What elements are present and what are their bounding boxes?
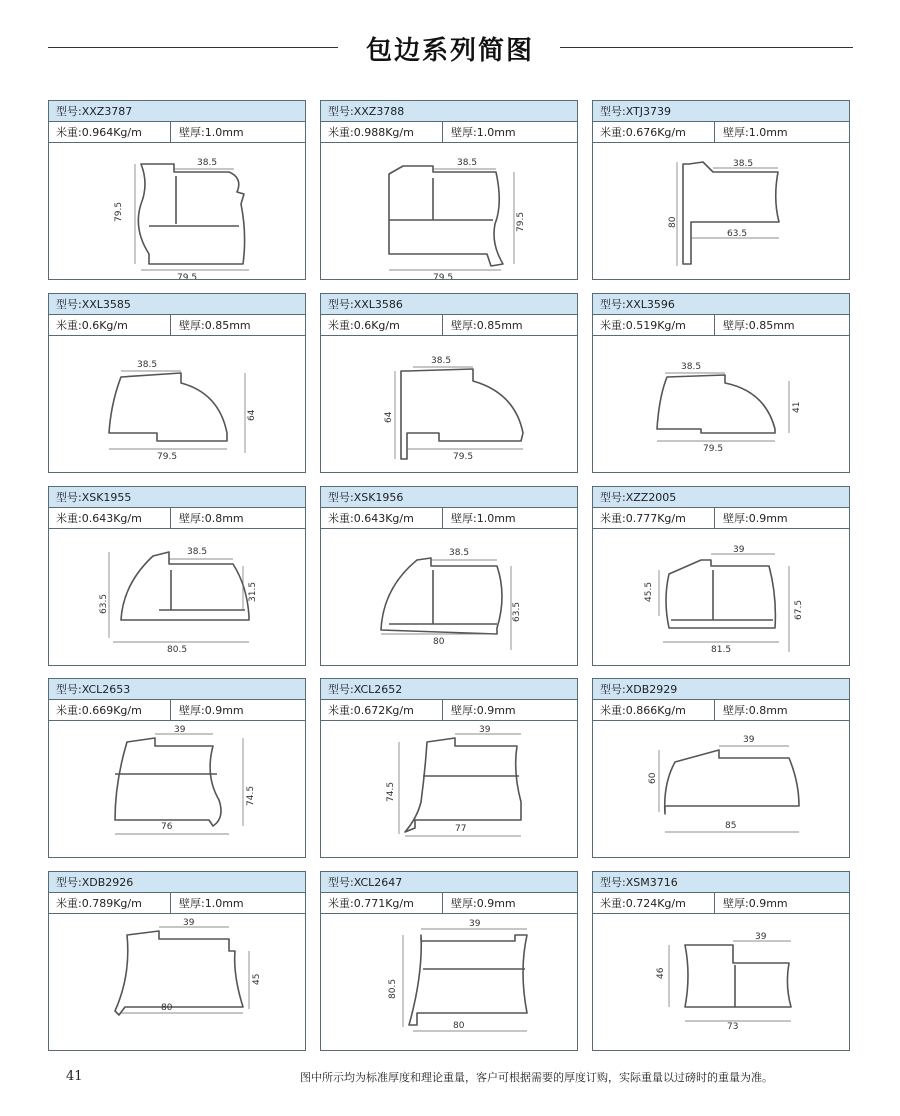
profile-drawing [49, 337, 305, 472]
dim-width-top: 38.5 [733, 159, 754, 169]
dim-width-top: 38.5 [431, 356, 452, 366]
profile-card-xsk1955 [48, 486, 306, 666]
dim-width-bottom: 80 [161, 1003, 173, 1013]
model-label: 型号:XDB2929 [593, 679, 849, 700]
model-label: 型号:XXZ3787 [49, 101, 305, 122]
weight-label: 米重:0.643Kg/m [321, 508, 443, 528]
dim-width-top: 39 [733, 545, 745, 555]
dim-height: 63.5 [512, 601, 522, 622]
profile-drawing [321, 915, 577, 1050]
thickness-label: 壁厚:1.0mm [723, 126, 788, 139]
dim-height: 79.5 [114, 201, 124, 222]
thickness-label: 壁厚:1.0mm [179, 897, 244, 910]
dim-height: 79.5 [516, 211, 526, 232]
thickness-label: 壁厚:1.0mm [179, 126, 244, 139]
dim-height-right: 67.5 [794, 599, 804, 620]
dim-height-right: 31.5 [248, 581, 258, 602]
thickness-label: 壁厚:0.85mm [723, 319, 795, 332]
model-label: 型号:XXL3585 [49, 294, 305, 315]
profile-drawing [593, 722, 849, 857]
dim-width-bottom: 79.5 [157, 452, 178, 462]
weight-label: 米重:0.643Kg/m [49, 508, 171, 528]
profile-drawing [49, 915, 305, 1050]
dim-width-top: 38.5 [197, 158, 218, 168]
profile-card-xcl2652 [320, 678, 578, 858]
profile-drawing [49, 722, 305, 857]
model-label: 型号:XDB2926 [49, 872, 305, 893]
dim-width-bottom: 79.5 [703, 444, 724, 454]
model-label: 型号:XXL3596 [593, 294, 849, 315]
model-label: 型号:XSK1956 [321, 487, 577, 508]
dim-width-bottom: 80.5 [167, 645, 188, 655]
profile-drawing [49, 144, 305, 279]
dim-width-bottom: 79.5 [177, 273, 198, 279]
weight-label: 米重:0.676Kg/m [593, 122, 715, 142]
dim-height: 74.5 [386, 781, 396, 802]
weight-label: 米重:0.777Kg/m [593, 508, 715, 528]
thickness-label: 壁厚:0.85mm [451, 319, 523, 332]
profile-card-xcl2653 [48, 678, 306, 858]
dim-width-bottom: 79.5 [433, 273, 454, 279]
page-number: 41 [66, 1069, 83, 1084]
profile-card-xxl3585 [48, 293, 306, 473]
weight-label: 米重:0.771Kg/m [321, 893, 443, 913]
dim-width-top: 39 [469, 919, 481, 929]
dim-height: 45 [252, 973, 262, 985]
weight-label: 米重:0.789Kg/m [49, 893, 171, 913]
dim-height: 63.5 [99, 593, 109, 614]
dim-width-bottom: 81.5 [711, 645, 732, 655]
dim-width-top: 38.5 [457, 158, 478, 168]
profile-card-xcl2647 [320, 871, 578, 1051]
page-title: 包边系列简图 [365, 36, 534, 66]
profile-drawing [321, 337, 577, 472]
profile-card-xxz3788 [320, 100, 578, 280]
profile-drawing [49, 530, 305, 665]
weight-label: 米重:0.964Kg/m [49, 122, 171, 142]
profile-card-xsm3716 [592, 871, 850, 1051]
model-label: 型号:XXL3586 [321, 294, 577, 315]
dim-width-bottom: 80 [453, 1021, 465, 1031]
dim-width-top: 38.5 [137, 360, 158, 370]
thickness-label: 壁厚:0.9mm [451, 897, 516, 910]
profile-drawing [593, 915, 849, 1050]
dim-width-bottom: 80 [433, 637, 445, 647]
dim-height: 80 [668, 216, 678, 228]
profile-card-xsk1956 [320, 486, 578, 666]
dim-height: 41 [792, 401, 802, 413]
weight-label: 米重:0.6Kg/m [321, 315, 443, 335]
thickness-label: 壁厚:0.8mm [723, 704, 788, 717]
profile-drawing [593, 530, 849, 665]
thickness-label: 壁厚:0.9mm [723, 512, 788, 525]
weight-label: 米重:0.866Kg/m [593, 700, 715, 720]
model-label: 型号:XSK1955 [49, 487, 305, 508]
dim-width-top: 39 [183, 918, 195, 928]
thickness-label: 壁厚:1.0mm [451, 126, 516, 139]
thickness-label: 壁厚:0.8mm [179, 512, 244, 525]
dim-width-bottom: 73 [727, 1022, 739, 1032]
thickness-label: 壁厚:0.9mm [723, 897, 788, 910]
profile-drawing [321, 144, 577, 279]
model-label: 型号:XSM3716 [593, 872, 849, 893]
dim-height: 80.5 [388, 978, 398, 999]
model-label: 型号:XZZ2005 [593, 487, 849, 508]
dim-width-top: 38.5 [449, 548, 470, 558]
dim-height-left: 45.5 [644, 581, 654, 602]
thickness-label: 壁厚:0.9mm [179, 704, 244, 717]
dim-width-top: 39 [755, 932, 767, 942]
profile-drawing [321, 722, 577, 857]
profile-drawing [593, 144, 849, 279]
dim-height: 64 [247, 409, 257, 421]
dim-width-top: 38.5 [681, 362, 702, 372]
model-label: 型号:XTJ3739 [593, 101, 849, 122]
profile-card-xdb2929 [592, 678, 850, 858]
profile-card-xxz3787 [48, 100, 306, 280]
weight-label: 米重:0.988Kg/m [321, 122, 443, 142]
profile-card-xzz2005 [592, 486, 850, 666]
model-label: 型号:XCL2652 [321, 679, 577, 700]
weight-label: 米重:0.519Kg/m [593, 315, 715, 335]
profile-drawing [593, 337, 849, 472]
dim-width-top: 39 [743, 735, 755, 745]
thickness-label: 壁厚:0.9mm [451, 704, 516, 717]
footnote: 图中所示均为标准厚度和理论重量，客户可根据需要的厚度订购，实际重量以过磅时的重量为准。 [300, 1071, 773, 1084]
profile-card-xxl3586 [320, 293, 578, 473]
dim-height: 46 [656, 967, 666, 979]
weight-label: 米重:0.6Kg/m [49, 315, 171, 335]
weight-label: 米重:0.669Kg/m [49, 700, 171, 720]
model-label: 型号:XCL2653 [49, 679, 305, 700]
dim-width-bottom: 63.5 [727, 229, 748, 239]
weight-label: 米重:0.724Kg/m [593, 893, 715, 913]
dim-width-top: 39 [174, 725, 186, 735]
profile-card-xxl3596 [592, 293, 850, 473]
dim-height: 64 [384, 411, 394, 423]
model-label: 型号:XXZ3788 [321, 101, 577, 122]
profile-card-xdb2926 [48, 871, 306, 1051]
header-rule-right [560, 47, 853, 48]
profile-card-xtj3739 [592, 100, 850, 280]
dim-width-top: 38.5 [187, 547, 208, 557]
dim-height: 60 [648, 772, 658, 784]
dim-width-bottom: 76 [161, 822, 173, 832]
thickness-label: 壁厚:0.85mm [179, 319, 251, 332]
dim-width-top: 39 [479, 725, 491, 735]
dim-width-bottom: 77 [455, 824, 467, 834]
dim-width-bottom: 79.5 [453, 452, 474, 462]
model-label: 型号:XCL2647 [321, 872, 577, 893]
thickness-label: 壁厚:1.0mm [451, 512, 516, 525]
dim-width-bottom: 85 [725, 821, 737, 831]
dim-height: 74.5 [246, 785, 256, 806]
weight-label: 米重:0.672Kg/m [321, 700, 443, 720]
profile-drawing [321, 530, 577, 665]
